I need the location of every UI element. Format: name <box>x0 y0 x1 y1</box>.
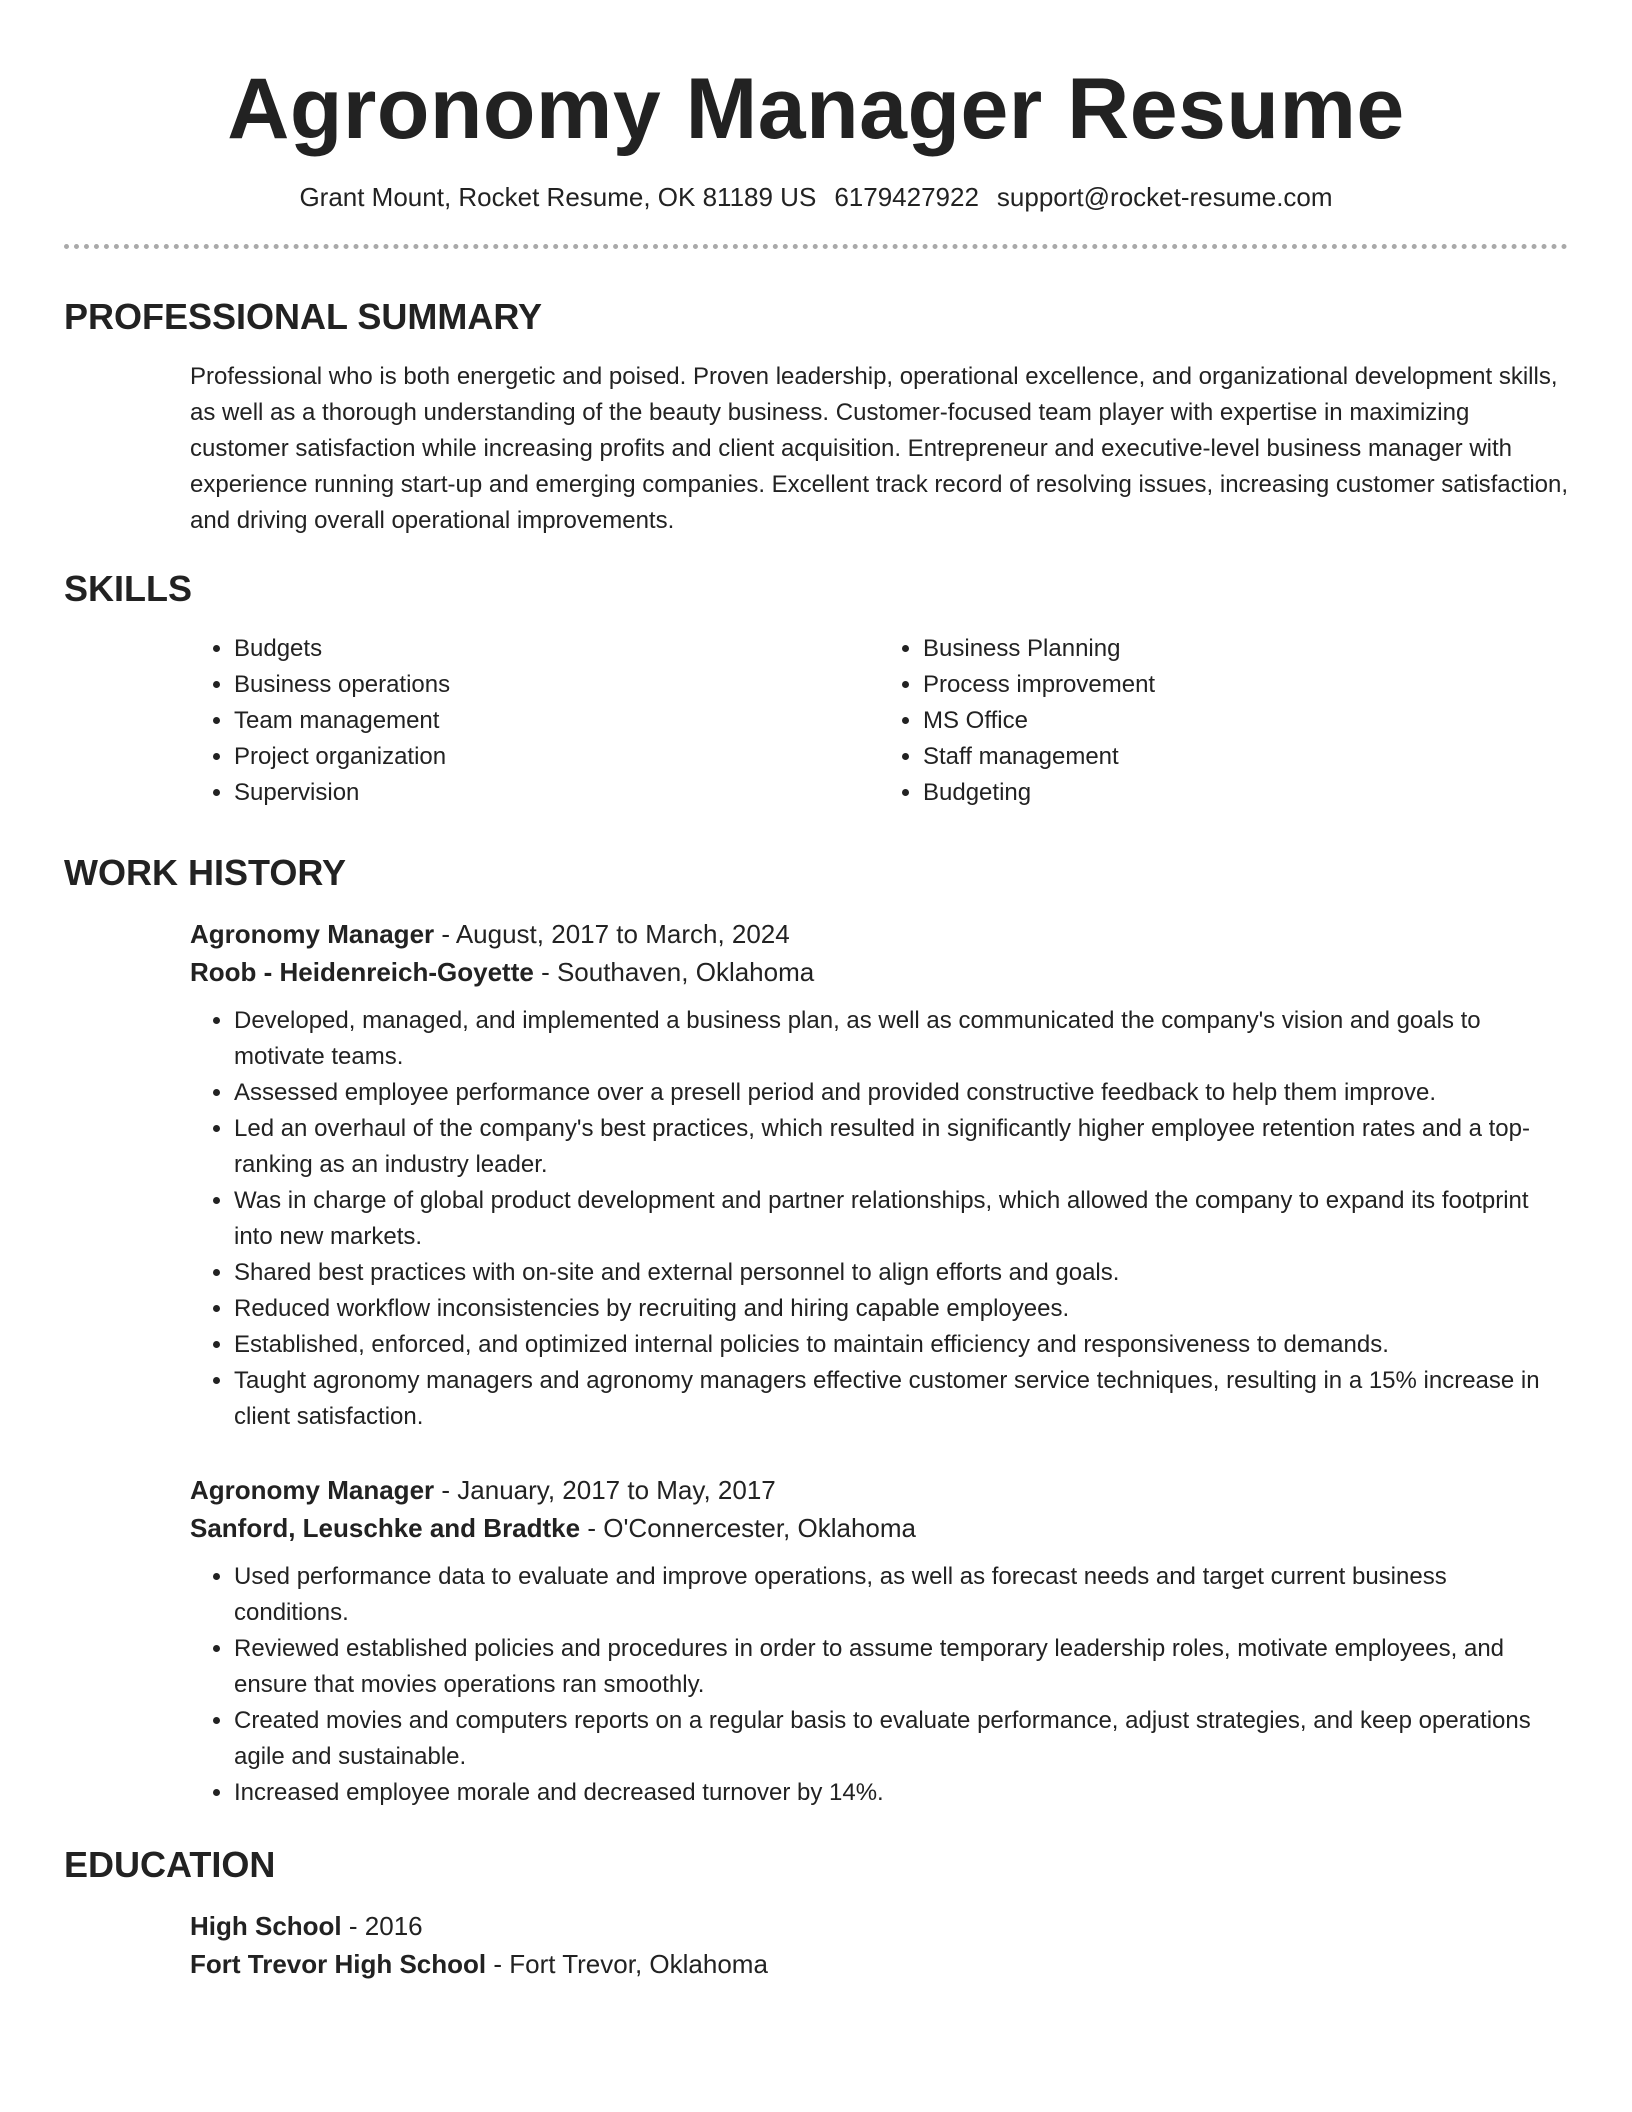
job-bullet: • Reviewed established policies and procedures in order to assume temporary leadership roles, motivate employees, and ensure that movies operations ran smoothly. <box>234 1631 1568 1703</box>
contact-phone: 6179427922 <box>834 182 979 212</box>
job-bullet: • Reduced workflow inconsistencies by recruiting and hiring capable employees. <box>234 1291 1568 1327</box>
job-company: Sanford, Leuschke and Bradtke <box>190 1513 581 1543</box>
skill-item: • Process improvement <box>923 667 1568 703</box>
job-entry <box>190 1471 1568 1811</box>
header-divider <box>64 244 1568 249</box>
job-bullet: • Used performance data to evaluate and improve operations, as well as forecast needs and target current business conditions. <box>234 1559 1568 1631</box>
job-bullet: • Shared best practices with on-site and external personnel to align efforts and goals. <box>234 1255 1568 1291</box>
job-location: - O'Connercester, Oklahoma <box>587 1513 916 1543</box>
skill-item: • MS Office <box>923 703 1568 739</box>
resume-title: Agronomy Manager Resume <box>227 61 1405 157</box>
job-bullet: • Assessed employee performance over a presell period and provided constructive feedback to help them improve. <box>234 1075 1568 1111</box>
job-company-line <box>190 1509 1568 1547</box>
contact-address: Grant Mount, Rocket Resume, OK 81189 US <box>299 182 817 212</box>
contact-line <box>64 180 1568 214</box>
job-bullets <box>190 1559 1568 1811</box>
job-bullet: • Taught agronomy managers and agronomy managers effective customer service techniques, resulting in a 15% increase in client satisfaction. <box>234 1363 1568 1435</box>
skill-item: • Supervision <box>234 775 879 811</box>
job-location: - Southaven, Oklahoma <box>541 957 815 987</box>
skill-item: • Budgets <box>234 631 879 667</box>
skill-item: • Business operations <box>234 667 879 703</box>
skill-item: • Project organization <box>234 739 879 775</box>
summary-heading: PROFESSIONAL SUMMARY <box>64 296 543 337</box>
summary-text: Professional who is both energetic and poised. Proven leadership, operational excellence, and organizational development skills, as well as a thorough understanding of the beauty business. Customer-focused team player with expertise in maximizing customer satisfaction while increasing profits and client acquisition. Entrepreneur and executive-level business manager with experience running start-up and emerging companies. Excellent track record of resolving issues, increasing customer satisfaction, and driving overall operational improvements. <box>190 363 1569 534</box>
education-entry <box>190 1907 1568 1983</box>
job-dates: - January, 2017 to May, 2017 <box>441 1475 776 1505</box>
job-bullet: • Led an overhaul of the company's best practices, which resulted in significantly higher employee retention rates and a top-ranking as an industry leader. <box>234 1111 1568 1183</box>
job-dates: - August, 2017 to March, 2024 <box>441 919 790 949</box>
job-bullet: • Established, enforced, and optimized internal policies to maintain efficiency and responsiveness to demands. <box>234 1327 1568 1363</box>
skill-item: • Staff management <box>923 739 1568 775</box>
education-location: - Fort Trevor, Oklahoma <box>493 1949 768 1979</box>
job-bullets <box>190 1003 1568 1435</box>
job-company: Roob - Heidenreich-Goyette <box>190 957 534 987</box>
job-entry <box>190 915 1568 1435</box>
skills-heading: SKILLS <box>64 568 193 609</box>
job-title-line <box>190 915 1568 953</box>
job-title: Agronomy Manager <box>190 1475 435 1505</box>
job-company-line <box>190 953 1568 991</box>
job-bullet: • Was in charge of global product development and partner relationships, which allowed the company to expand its footprint into new markets. <box>234 1183 1568 1255</box>
education-school: Fort Trevor High School <box>190 1949 487 1979</box>
job-title: Agronomy Manager <box>190 919 435 949</box>
resume-page <box>64 0 1568 1983</box>
education-degree-line <box>190 1907 1568 1945</box>
job-bullet: • Increased employee morale and decreased turnover by 14%. <box>234 1775 1568 1811</box>
skill-item: • Team management <box>234 703 879 739</box>
skills-list <box>190 631 1568 811</box>
education-degree: High School <box>190 1911 342 1941</box>
skills-column-right <box>879 631 1568 811</box>
job-bullet: • Created movies and computers reports on a regular basis to evaluate performance, adjust strategies, and keep operations agile and sustainable. <box>234 1703 1568 1775</box>
education-year: - 2016 <box>348 1911 423 1941</box>
job-bullet: • Developed, managed, and implemented a business plan, as well as communicated the company's vision and goals to motivate teams. <box>234 1003 1568 1075</box>
education-heading: EDUCATION <box>64 1844 276 1885</box>
job-title-line <box>190 1471 1568 1509</box>
contact-email: support@rocket-resume.com <box>996 182 1333 212</box>
education-school-line <box>190 1945 1568 1983</box>
skill-item: • Budgeting <box>923 775 1568 811</box>
work-heading: WORK HISTORY <box>64 852 347 893</box>
skill-item: • Business Planning <box>923 631 1568 667</box>
skills-column-left <box>190 631 879 811</box>
